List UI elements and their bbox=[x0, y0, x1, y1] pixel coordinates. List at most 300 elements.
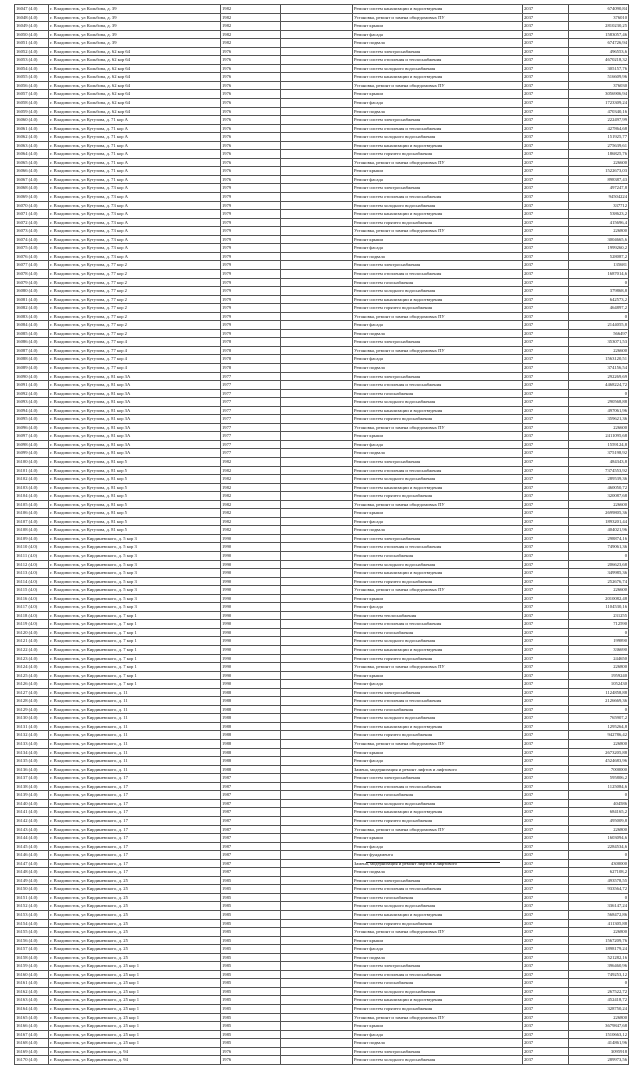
cost-cell: 0 bbox=[569, 552, 629, 561]
work-type-cell: Ремонт крыши bbox=[353, 671, 523, 680]
record-id-cell: 16146 (4.0) bbox=[15, 851, 49, 860]
table-row bbox=[15, 688, 629, 697]
cost-cell: 460050,72 bbox=[569, 483, 629, 492]
address-cell: г. Владивосток, ул Кирдиневского, д. 5 кор 3 bbox=[49, 560, 221, 569]
empty-cell bbox=[281, 415, 353, 424]
address-cell: г. Владивосток, ул Кутузова, д. 71 кор А bbox=[49, 124, 221, 133]
plan-year-cell: 2037 bbox=[523, 842, 569, 851]
address-cell: г. Владивосток, ул Кольбова, д. 62 кор 64 bbox=[49, 56, 221, 65]
address-cell: г. Владивосток, ул Кутузова, д. 77 кор 4 bbox=[49, 355, 221, 364]
table-row bbox=[15, 996, 629, 1005]
build-year-cell: 1979 bbox=[221, 201, 281, 210]
table-row bbox=[15, 791, 629, 800]
empty-cell bbox=[281, 64, 353, 73]
address-cell: г. Владивосток, ул Кирдиневского, д. 25 кор 1 bbox=[49, 1030, 221, 1039]
plan-year-cell: 2037 bbox=[523, 1030, 569, 1039]
record-id-cell: 16135 (4.0) bbox=[15, 757, 49, 766]
address-cell: г. Владивосток, ул Кутузова, д. 77 кор 2 bbox=[49, 329, 221, 338]
empty-cell bbox=[281, 133, 353, 142]
table-body bbox=[15, 5, 629, 1065]
plan-year-cell: 2037 bbox=[523, 594, 569, 603]
work-type-cell: Ремонт систем газоснабжения bbox=[353, 552, 523, 561]
plan-year-cell: 2037 bbox=[523, 893, 569, 902]
address-cell: г. Владивосток, ул Кутузова, д. 71 кор А bbox=[49, 141, 221, 150]
address-cell: г. Владивосток, ул Кирдиневского, д. 94 bbox=[49, 1056, 221, 1065]
cost-cell: 684165,2 bbox=[569, 808, 629, 817]
address-cell: г. Владивосток, ул Кутузова, д. 73 кор А bbox=[49, 244, 221, 253]
work-type-cell: Ремонт систем электроснабжения bbox=[353, 688, 523, 697]
table-row bbox=[15, 765, 629, 774]
cost-cell: 493578,55 bbox=[569, 876, 629, 885]
page-footer-rule bbox=[366, 862, 500, 863]
record-id-cell: 16112 (4.0) bbox=[15, 560, 49, 569]
work-type-cell: Ремонт подвала bbox=[353, 449, 523, 458]
plan-year-cell: 2037 bbox=[523, 970, 569, 979]
work-type-cell: Ремонт фасада bbox=[353, 517, 523, 526]
cost-cell: 484343,8 bbox=[569, 457, 629, 466]
work-type-cell: Ремонт систем отопления и теплоснабжения bbox=[353, 124, 523, 133]
work-type-cell: Ремонт систем отопления и теплоснабжения bbox=[353, 697, 523, 706]
address-cell: г. Владивосток, ул Кутузова, д. 73 кор А bbox=[49, 184, 221, 193]
work-type-cell: Ремонт крыши bbox=[353, 509, 523, 518]
build-year-cell: 1985 bbox=[221, 885, 281, 894]
build-year-cell: 1990 bbox=[221, 543, 281, 552]
cost-cell: 4300000 bbox=[569, 859, 629, 868]
record-id-cell: 16068 (4.0) bbox=[15, 184, 49, 193]
work-type-cell: Ремонт систем канализации и водоотведения bbox=[353, 406, 523, 415]
build-year-cell: 1987 bbox=[221, 851, 281, 860]
work-type-cell: Ремонт крыши bbox=[353, 90, 523, 99]
address-cell: г. Владивосток, ул Кольбова, д. 62 кор 64 bbox=[49, 47, 221, 56]
plan-year-cell: 2037 bbox=[523, 628, 569, 637]
plan-year-cell: 2037 bbox=[523, 22, 569, 31]
cost-cell: 7374553,92 bbox=[569, 466, 629, 475]
empty-cell bbox=[281, 611, 353, 620]
empty-cell bbox=[281, 987, 353, 996]
table-row bbox=[15, 449, 629, 458]
table-row bbox=[15, 150, 629, 159]
work-type-cell: Ремонт систем холодного водоснабжения bbox=[353, 560, 523, 569]
build-year-cell: 1982 bbox=[221, 13, 281, 22]
record-id-cell: 16169 (4.0) bbox=[15, 1047, 49, 1056]
cost-cell: 521282,16 bbox=[569, 953, 629, 962]
plan-year-cell: 2037 bbox=[523, 534, 569, 543]
cost-cell: 404586 bbox=[569, 799, 629, 808]
build-year-cell: 1982 bbox=[221, 5, 281, 14]
plan-year-cell: 2037 bbox=[523, 526, 569, 535]
build-year-cell: 1990 bbox=[221, 646, 281, 655]
address-cell: г. Владивосток, ул Кутузова, д. 73 кор А bbox=[49, 227, 221, 236]
table-row bbox=[15, 919, 629, 928]
address-cell: г. Владивосток, ул Кирдиневского, д. 7 кор 1 bbox=[49, 611, 221, 620]
table-row bbox=[15, 133, 629, 142]
record-id-cell: 16142 (4.0) bbox=[15, 816, 49, 825]
cost-cell: 470340,16 bbox=[569, 107, 629, 116]
table-row bbox=[15, 13, 629, 22]
plan-year-cell: 2037 bbox=[523, 363, 569, 372]
record-id-cell: 16098 (4.0) bbox=[15, 440, 49, 449]
build-year-cell: 1990 bbox=[221, 569, 281, 578]
record-id-cell: 16155 (4.0) bbox=[15, 928, 49, 937]
empty-cell bbox=[281, 620, 353, 629]
address-cell: г. Владивосток, ул Кирдиневского, д. 11 bbox=[49, 765, 221, 774]
work-type-cell: Ремонт систем электроснабжения bbox=[353, 534, 523, 543]
record-id-cell: 16152 (4.0) bbox=[15, 902, 49, 911]
work-type-cell: Ремонт систем отопления и теплоснабжения bbox=[353, 970, 523, 979]
build-year-cell: 1987 bbox=[221, 825, 281, 834]
empty-cell bbox=[281, 449, 353, 458]
table-row bbox=[15, 227, 629, 236]
work-type-cell: Ремонт систем электроснабжения bbox=[353, 338, 523, 347]
address-cell: г. Владивосток, ул Кутузова, д. 81 кор 3А bbox=[49, 381, 221, 390]
plan-year-cell: 2037 bbox=[523, 372, 569, 381]
work-type-cell: Ремонт систем канализации и водоотведения bbox=[353, 722, 523, 731]
work-type-cell: Ремонт систем газоснабжения bbox=[353, 893, 523, 902]
address-cell: г. Владивосток, ул Кольбова, д. 39 bbox=[49, 13, 221, 22]
cost-cell: 298874,16 bbox=[569, 534, 629, 543]
address-cell: г. Владивосток, ул Кирдиневского, д. 25 кор 1 bbox=[49, 1039, 221, 1048]
plan-year-cell: 2037 bbox=[523, 910, 569, 919]
plan-year-cell: 2037 bbox=[523, 218, 569, 227]
cost-cell: 1583057,46 bbox=[569, 30, 629, 39]
cost-cell: 1522673,03 bbox=[569, 167, 629, 176]
plan-year-cell: 2037 bbox=[523, 124, 569, 133]
empty-cell bbox=[281, 902, 353, 911]
cost-cell: 452418,72 bbox=[569, 996, 629, 1005]
empty-cell bbox=[281, 1004, 353, 1013]
build-year-cell: 1985 bbox=[221, 1013, 281, 1022]
build-year-cell: 1982 bbox=[221, 39, 281, 48]
work-type-cell: Ремонт фасада bbox=[353, 175, 523, 184]
cost-cell: 2411095,68 bbox=[569, 432, 629, 441]
plan-year-cell: 2037 bbox=[523, 466, 569, 475]
record-id-cell: 16101 (4.0) bbox=[15, 466, 49, 475]
plan-year-cell: 2037 bbox=[523, 261, 569, 270]
plan-year-cell: 2037 bbox=[523, 577, 569, 586]
build-year-cell: 1985 bbox=[221, 1022, 281, 1031]
work-type-cell: Ремонт систем газоснабжения bbox=[353, 389, 523, 398]
build-year-cell: 1977 bbox=[221, 415, 281, 424]
address-cell: г. Владивосток, ул Кутузова, д. 81 кор 5 bbox=[49, 483, 221, 492]
empty-cell bbox=[281, 953, 353, 962]
record-id-cell: 16139 (4.0) bbox=[15, 791, 49, 800]
work-type-cell: Ремонт крыши bbox=[353, 936, 523, 945]
cost-cell: 244650 bbox=[569, 654, 629, 663]
table-row bbox=[15, 1039, 629, 1048]
build-year-cell: 1987 bbox=[221, 799, 281, 808]
work-type-cell: Ремонт крыши bbox=[353, 1022, 523, 1031]
plan-year-cell: 2037 bbox=[523, 398, 569, 407]
plan-year-cell: 2037 bbox=[523, 304, 569, 313]
address-cell: г. Владивосток, ул Кирдиневского, д. 17 bbox=[49, 774, 221, 783]
plan-year-cell: 2037 bbox=[523, 39, 569, 48]
work-type-cell: Ремонт систем газоснабжения bbox=[353, 278, 523, 287]
address-cell: г. Владивосток, ул Кутузова, д. 71 кор А bbox=[49, 167, 221, 176]
work-type-cell: Ремонт подвала bbox=[353, 868, 523, 877]
table-row bbox=[15, 457, 629, 466]
work-type-cell: Ремонт систем отопления и теплоснабжения bbox=[353, 381, 523, 390]
work-type-cell: Ремонт систем отопления и теплоснабжения bbox=[353, 782, 523, 791]
empty-cell bbox=[281, 81, 353, 90]
build-year-cell: 1985 bbox=[221, 919, 281, 928]
plan-year-cell: 2037 bbox=[523, 389, 569, 398]
work-type-cell: Ремонт систем электроснабжения bbox=[353, 261, 523, 270]
empty-cell bbox=[281, 167, 353, 176]
empty-cell bbox=[281, 150, 353, 159]
empty-cell bbox=[281, 184, 353, 193]
record-id-cell: 16070 (4.0) bbox=[15, 201, 49, 210]
empty-cell bbox=[281, 141, 353, 150]
address-cell: г. Владивосток, ул Кутузова, д. 77 кор 2 bbox=[49, 269, 221, 278]
cost-cell: 4468224,72 bbox=[569, 381, 629, 390]
record-id-cell: 16097 (4.0) bbox=[15, 432, 49, 441]
address-cell: г. Владивосток, ул Кирдиневского, д. 25 bbox=[49, 885, 221, 894]
table-row bbox=[15, 885, 629, 894]
cost-cell: 135681 bbox=[569, 261, 629, 270]
empty-cell bbox=[281, 637, 353, 646]
record-id-cell: 16069 (4.0) bbox=[15, 193, 49, 202]
table-row bbox=[15, 475, 629, 484]
cost-cell: 226600 bbox=[569, 500, 629, 509]
work-type-cell: Ремонт систем канализации и водоотведения bbox=[353, 5, 523, 14]
record-id-cell: 16091 (4.0) bbox=[15, 381, 49, 390]
plan-year-cell: 2037 bbox=[523, 979, 569, 988]
cost-cell: 1125084,6 bbox=[569, 782, 629, 791]
record-id-cell: 16057 (4.0) bbox=[15, 90, 49, 99]
table-row bbox=[15, 355, 629, 364]
address-cell: г. Владивосток, ул Кутузова, д. 71 кор А bbox=[49, 133, 221, 142]
empty-cell bbox=[281, 945, 353, 954]
cost-cell: 1295264,8 bbox=[569, 722, 629, 731]
empty-cell bbox=[281, 440, 353, 449]
work-type-cell: Ремонт систем канализации и водоотведения bbox=[353, 483, 523, 492]
record-id-cell: 16084 (4.0) bbox=[15, 321, 49, 330]
build-year-cell: 1988 bbox=[221, 722, 281, 731]
table-row bbox=[15, 372, 629, 381]
record-id-cell: 16054 (4.0) bbox=[15, 64, 49, 73]
plan-year-cell: 2037 bbox=[523, 936, 569, 945]
table-row bbox=[15, 714, 629, 723]
record-id-cell: 16126 (4.0) bbox=[15, 680, 49, 689]
empty-cell bbox=[281, 372, 353, 381]
table-row bbox=[15, 534, 629, 543]
table-row bbox=[15, 346, 629, 355]
table-row bbox=[15, 56, 629, 65]
table-row bbox=[15, 774, 629, 783]
build-year-cell: 1977 bbox=[221, 406, 281, 415]
cost-cell: 376030 bbox=[569, 81, 629, 90]
cost-cell: 2673205,88 bbox=[569, 748, 629, 757]
plan-year-cell: 2037 bbox=[523, 560, 569, 569]
record-id-cell: 16062 (4.0) bbox=[15, 133, 49, 142]
plan-year-cell: 2037 bbox=[523, 876, 569, 885]
empty-cell bbox=[281, 13, 353, 22]
table-row bbox=[15, 261, 629, 270]
table-row bbox=[15, 312, 629, 321]
address-cell: г. Владивосток, ул Кирдиневского, д. 25 bbox=[49, 928, 221, 937]
record-id-cell: 16124 (4.0) bbox=[15, 663, 49, 672]
address-cell: г. Владивосток, ул Кирдиневского, д. 25 bbox=[49, 876, 221, 885]
work-type-cell: Ремонт систем горячего водоснабжения bbox=[353, 816, 523, 825]
cost-cell: 3095918 bbox=[569, 1047, 629, 1056]
work-type-cell: Ремонт систем холодного водоснабжения bbox=[353, 287, 523, 296]
plan-year-cell: 2037 bbox=[523, 928, 569, 937]
address-cell: г. Владивосток, ул Кирдиневского, д. 11 bbox=[49, 757, 221, 766]
cost-cell: 353071,53 bbox=[569, 338, 629, 347]
record-id-cell: 16075 (4.0) bbox=[15, 244, 49, 253]
cost-cell: 1999260,2 bbox=[569, 244, 629, 253]
empty-cell bbox=[281, 893, 353, 902]
record-id-cell: 16077 (4.0) bbox=[15, 261, 49, 270]
cost-cell: 415696,4 bbox=[569, 218, 629, 227]
plan-year-cell: 2037 bbox=[523, 996, 569, 1005]
plan-year-cell: 2037 bbox=[523, 808, 569, 817]
empty-cell bbox=[281, 107, 353, 116]
cost-cell: 3004665,6 bbox=[569, 235, 629, 244]
plan-year-cell: 2037 bbox=[523, 953, 569, 962]
build-year-cell: 1985 bbox=[221, 936, 281, 945]
build-year-cell: 1987 bbox=[221, 859, 281, 868]
plan-year-cell: 2037 bbox=[523, 440, 569, 449]
plan-year-cell: 2037 bbox=[523, 714, 569, 723]
plan-year-cell: 2037 bbox=[523, 859, 569, 868]
work-type-cell: Ремонт систем холодного водоснабжения bbox=[353, 987, 523, 996]
build-year-cell: 1988 bbox=[221, 714, 281, 723]
work-type-cell: Ремонт систем холодного водоснабжения bbox=[353, 714, 523, 723]
work-type-cell: Ремонт систем электроснабжения bbox=[353, 876, 523, 885]
address-cell: г. Владивосток, ул Кутузова, д. 81 кор 3А bbox=[49, 440, 221, 449]
table-row bbox=[15, 970, 629, 979]
build-year-cell: 1987 bbox=[221, 868, 281, 877]
plan-year-cell: 2037 bbox=[523, 5, 569, 14]
table-row bbox=[15, 611, 629, 620]
build-year-cell: 1976 bbox=[221, 133, 281, 142]
plan-year-cell: 2037 bbox=[523, 868, 569, 877]
cost-cell: 568472,86 bbox=[569, 910, 629, 919]
build-year-cell: 1990 bbox=[221, 663, 281, 672]
work-type-cell: Ремонт фасада bbox=[353, 244, 523, 253]
empty-cell bbox=[281, 740, 353, 749]
build-year-cell: 1985 bbox=[221, 970, 281, 979]
plan-year-cell: 2037 bbox=[523, 637, 569, 646]
table-row bbox=[15, 432, 629, 441]
address-cell: г. Владивосток, ул Кутузова, д. 81 кор 5 bbox=[49, 526, 221, 535]
address-cell: г. Владивосток, ул Кутузова, д. 73 кор А bbox=[49, 218, 221, 227]
cost-cell: 0 bbox=[569, 705, 629, 714]
plan-year-cell: 2037 bbox=[523, 201, 569, 210]
empty-cell bbox=[281, 825, 353, 834]
cost-cell: 411305,88 bbox=[569, 919, 629, 928]
cost-cell: 289539,36 bbox=[569, 475, 629, 484]
empty-cell bbox=[281, 671, 353, 680]
address-cell: г. Владивосток, ул Кольбова, д. 62 кор 64 bbox=[49, 99, 221, 108]
record-id-cell: 16134 (4.0) bbox=[15, 748, 49, 757]
build-year-cell: 1990 bbox=[221, 637, 281, 646]
table-row bbox=[15, 748, 629, 757]
record-id-cell: 16055 (4.0) bbox=[15, 73, 49, 82]
table-row bbox=[15, 543, 629, 552]
record-id-cell: 16110 (4.0) bbox=[15, 543, 49, 552]
table-row bbox=[15, 962, 629, 971]
record-id-cell: 16113 (4.0) bbox=[15, 569, 49, 578]
work-type-cell: Ремонт систем канализации и водоотведения bbox=[353, 646, 523, 655]
build-year-cell: 1988 bbox=[221, 688, 281, 697]
work-type-cell: Ремонт фасада bbox=[353, 757, 523, 766]
address-cell: г. Владивосток, ул Кутузова, д. 71 кор А bbox=[49, 116, 221, 125]
address-cell: г. Владивосток, ул Кутузова, д. 81 кор 3А bbox=[49, 432, 221, 441]
cost-cell: 404021,96 bbox=[569, 526, 629, 535]
cost-cell: 226600 bbox=[569, 346, 629, 355]
table-row bbox=[15, 81, 629, 90]
table-row bbox=[15, 620, 629, 629]
cost-cell: 226800 bbox=[569, 663, 629, 672]
address-cell: г. Владивосток, ул Кирдиневского, д. 25 кор 1 bbox=[49, 1004, 221, 1013]
work-type-cell: Ремонт систем холодного водоснабжения bbox=[353, 475, 523, 484]
empty-cell bbox=[281, 269, 353, 278]
empty-cell bbox=[281, 1030, 353, 1039]
table-row bbox=[15, 782, 629, 791]
work-type-cell: Ремонт систем холодного водоснабжения bbox=[353, 133, 523, 142]
plan-year-cell: 2037 bbox=[523, 193, 569, 202]
table-row bbox=[15, 304, 629, 313]
cost-cell: 3679847,68 bbox=[569, 1022, 629, 1031]
table-row bbox=[15, 868, 629, 877]
work-type-cell: Ремонт систем горячего водоснабжения bbox=[353, 415, 523, 424]
empty-cell bbox=[281, 90, 353, 99]
address-cell: г. Владивосток, ул Кутузова, д. 81 кор 3А bbox=[49, 398, 221, 407]
plan-year-cell: 2037 bbox=[523, 141, 569, 150]
cost-cell: 231255 bbox=[569, 611, 629, 620]
record-id-cell: 16064 (4.0) bbox=[15, 150, 49, 159]
address-cell: г. Владивосток, ул Кутузова, д. 81 кор 3А bbox=[49, 423, 221, 432]
plan-year-cell: 2037 bbox=[523, 175, 569, 184]
work-type-cell: Ремонт систем теплоснабжения bbox=[353, 611, 523, 620]
table-row bbox=[15, 466, 629, 475]
cost-cell: 337712 bbox=[569, 201, 629, 210]
build-year-cell: 1990 bbox=[221, 560, 281, 569]
table-row bbox=[15, 928, 629, 937]
table-row bbox=[15, 1004, 629, 1013]
plan-year-cell: 2037 bbox=[523, 1056, 569, 1065]
record-id-cell: 16166 (4.0) bbox=[15, 1022, 49, 1031]
plan-year-cell: 2037 bbox=[523, 987, 569, 996]
cost-cell: 496553,6 bbox=[569, 47, 629, 56]
table-row bbox=[15, 825, 629, 834]
empty-cell bbox=[281, 782, 353, 791]
build-year-cell: 1976 bbox=[221, 116, 281, 125]
cost-cell: 1723309,24 bbox=[569, 99, 629, 108]
table-row bbox=[15, 722, 629, 731]
work-type-cell: Ремонт систем горячего водоснабжения bbox=[353, 218, 523, 227]
work-type-cell: Ремонт фасада bbox=[353, 440, 523, 449]
cost-cell: 1567209,76 bbox=[569, 936, 629, 945]
record-id-cell: 16120 (4.0) bbox=[15, 628, 49, 637]
address-cell: г. Владивосток, ул Кутузова, д. 73 кор А bbox=[49, 193, 221, 202]
cost-cell: 226800 bbox=[569, 825, 629, 834]
table-row bbox=[15, 859, 629, 868]
plan-year-cell: 2037 bbox=[523, 47, 569, 56]
address-cell: г. Владивосток, ул Кутузова, д. 71 кор А bbox=[49, 175, 221, 184]
build-year-cell: 1985 bbox=[221, 1030, 281, 1039]
build-year-cell: 1979 bbox=[221, 227, 281, 236]
build-year-cell: 1978 bbox=[221, 363, 281, 372]
record-id-cell: 16143 (4.0) bbox=[15, 825, 49, 834]
empty-cell bbox=[281, 748, 353, 757]
table-row bbox=[15, 987, 629, 996]
build-year-cell: 1979 bbox=[221, 269, 281, 278]
build-year-cell: 1976 bbox=[221, 1047, 281, 1056]
address-cell: г. Владивосток, ул Кирдиневского, д. 5 кор 3 bbox=[49, 586, 221, 595]
